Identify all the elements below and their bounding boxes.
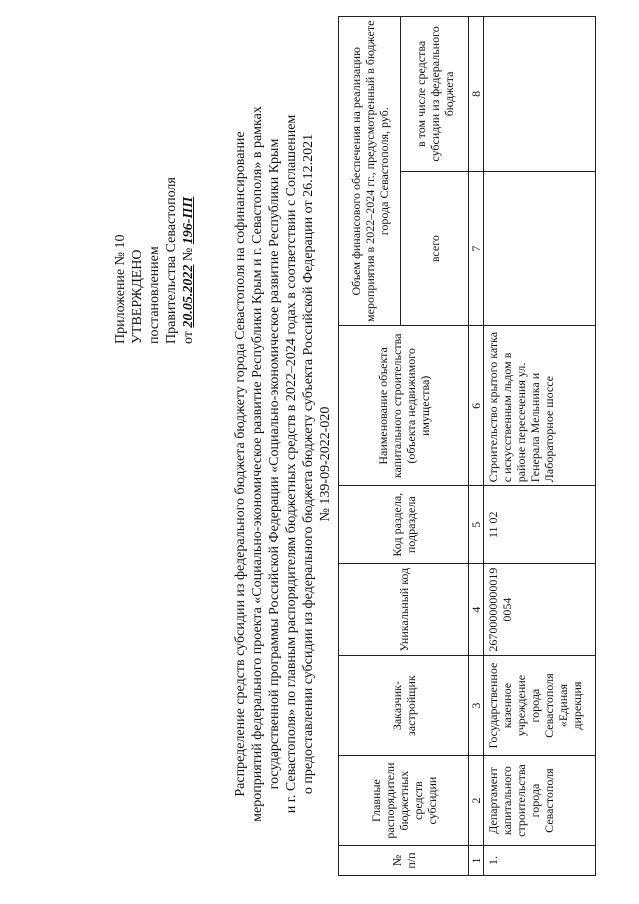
resolution-label: постановлением bbox=[147, 246, 162, 344]
column-number: 2 bbox=[469, 756, 484, 846]
document-title bbox=[232, 84, 334, 844]
approval-date-line bbox=[180, 64, 197, 344]
header-cell: Код раздела, подраздела bbox=[339, 486, 469, 564]
budget-manager: Департамент капитального строительства города Севастополя bbox=[484, 756, 596, 846]
header-cell: в том числе средства субсидии из федерального бюджета bbox=[401, 17, 469, 172]
government-label: Правительства Севастополя bbox=[164, 177, 179, 344]
header-cell: всего bbox=[401, 171, 469, 326]
header-cell: Уникальный код bbox=[339, 564, 469, 656]
unique-code: 267000000000190054 bbox=[484, 564, 596, 656]
column-number-row bbox=[469, 17, 484, 876]
approval-stamp bbox=[112, 64, 197, 344]
object-name: Строительство крытого катка с искусственным льдом в районе пересечения ул. Генерала Мельника и Лабораторное шоссе bbox=[484, 326, 596, 486]
header-row bbox=[339, 17, 401, 876]
header-cell: Объем финансового обеспечения на реализацию мероприятия в 2022–2024 гг., предусмотренный в бюджете города Севастополя, руб. bbox=[339, 17, 401, 326]
section-code: 11 02 bbox=[484, 486, 596, 564]
approval-date: 20.05.2022 bbox=[181, 264, 196, 328]
title-line: государственной программы Российской Федерации «Социально-экономическое развитие Республики Крым bbox=[267, 138, 282, 790]
title-line: Распределение средств субсидии из федерального бюджета бюджету города Севастополя на софинансирование bbox=[233, 131, 248, 797]
approved-label: УТВЕРЖДЕНО bbox=[130, 249, 145, 344]
column-number: 5 bbox=[469, 486, 484, 564]
column-number: 7 bbox=[469, 171, 484, 326]
title-line: № 139-09-2022-020 bbox=[318, 406, 333, 522]
header-cell: Заказчик-застройщик bbox=[339, 656, 469, 756]
header-cell: № п/п bbox=[339, 846, 469, 876]
date-prefix: от bbox=[181, 331, 196, 344]
number-prefix: № bbox=[181, 247, 196, 262]
title-line: мероприятий федерального проекта «Социально-экономическое развитие Республики Крым и г. Севастополя» в рамках bbox=[250, 106, 265, 822]
row-number: 1. bbox=[484, 846, 596, 876]
federal-subsidy-amount bbox=[484, 17, 596, 172]
column-number: 1 bbox=[469, 846, 484, 876]
column-number: 3 bbox=[469, 656, 484, 756]
column-number: 4 bbox=[469, 564, 484, 656]
distribution-table bbox=[338, 16, 596, 876]
title-line: о предоставлении субсидии из федерального бюджета бюджету субъекта Российской Федерации от 26.12.2021 bbox=[301, 133, 316, 795]
header-cell: Наименование объекта капитального строительства (объекта недвижимого имущества) bbox=[339, 326, 469, 486]
approval-number: 196-ПП bbox=[181, 196, 196, 245]
table-row bbox=[484, 17, 596, 876]
title-line: и г. Севастополя» по главным распорядителям бюджетных средств в 2022–2024 годах в соответствии с Соглашением bbox=[284, 114, 299, 814]
total-amount bbox=[484, 171, 596, 326]
appendix-number: Приложение № 10 bbox=[113, 234, 128, 344]
column-number: 6 bbox=[469, 326, 484, 486]
customer-developer: Государственное казенное учреждение города Севастополя «Единая дирекция bbox=[484, 656, 596, 756]
column-number: 8 bbox=[469, 17, 484, 172]
header-cell: Главные распорядители бюджетных средств субсидии bbox=[339, 756, 469, 846]
